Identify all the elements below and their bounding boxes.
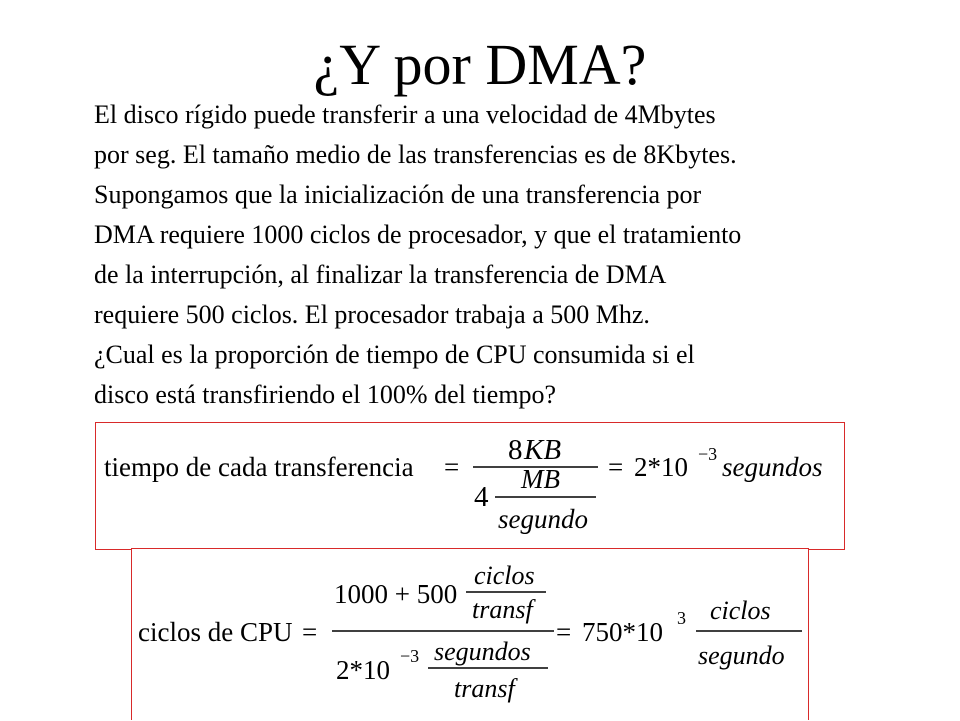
formula2-den-exp: −3 [400,646,420,666]
formula1-num: 8 [508,434,523,466]
formula-transfer-time [96,423,844,549]
formula2-rhs-frac-bot: segundo [698,641,785,670]
statement-line: requiere 500 ciclos. El procesador trabaja a 500 Mhz. [94,300,650,329]
question-line: disco está transfiriendo el 100% del tiempo? [94,380,557,409]
formula2-rhs-exp: 3 [677,608,686,628]
formula-box-cpu-cycles [131,548,809,720]
formula1-lhs: tiempo de cada transferencia [104,452,414,482]
formula1-rhs-exp: −3 [698,444,718,464]
formula-cpu-cycles [132,549,808,721]
formula1-equals: = [444,452,460,482]
formula2-den-frac-top: segundos [434,637,531,666]
formula1-den-num: MB [521,464,560,494]
question-line: ¿Cual es la proporción de tiempo de CPU consumida si el [94,340,695,369]
formula1-den-den: segundo [498,504,588,534]
statement-line: de la interrupción, al finalizar la transferencia de DMA [94,260,667,289]
formula2-num-a: 1000 + 500 [334,579,458,609]
question-text [94,335,914,415]
formula-box-transfer-time [95,422,845,550]
statement-line: DMA requiere 1000 ciclos de procesador, y que el tratamiento [94,220,742,249]
formula2-rhs-equals: = [556,617,572,647]
formula2-num-frac-bot: transf [472,595,533,624]
formula2-den-base: 2*10 [336,655,390,685]
slide-title: ¿Y por DMA? [313,32,647,97]
formula1-rhs-base: 2*10 [634,452,688,482]
formula2-rhs-base: 750*10 [582,617,663,647]
formula2-equals: = [302,617,318,647]
formula2-lhs: ciclos de CPU [138,617,293,647]
formula1-rhs-equals: = [608,452,624,482]
problem-statement [94,95,914,335]
statement-line: Supongamos que la inicialización de una transferencia por [94,180,702,209]
formula1-rhs-unit: segundos [722,452,823,482]
formula2-den-frac-bot: transf [454,674,515,703]
formula1-den-coef: 4 [474,481,489,513]
formula2-num-frac-top: ciclos [474,561,535,590]
formula1-num-unit: KB [524,434,562,466]
statement-line: por seg. El tamaño medio de las transferencias es de 8Kbytes. [94,140,737,169]
formula2-rhs-frac-top: ciclos [710,596,771,625]
statement-line: El disco rígido puede transferir a una velocidad de 4Mbytes [94,100,716,129]
